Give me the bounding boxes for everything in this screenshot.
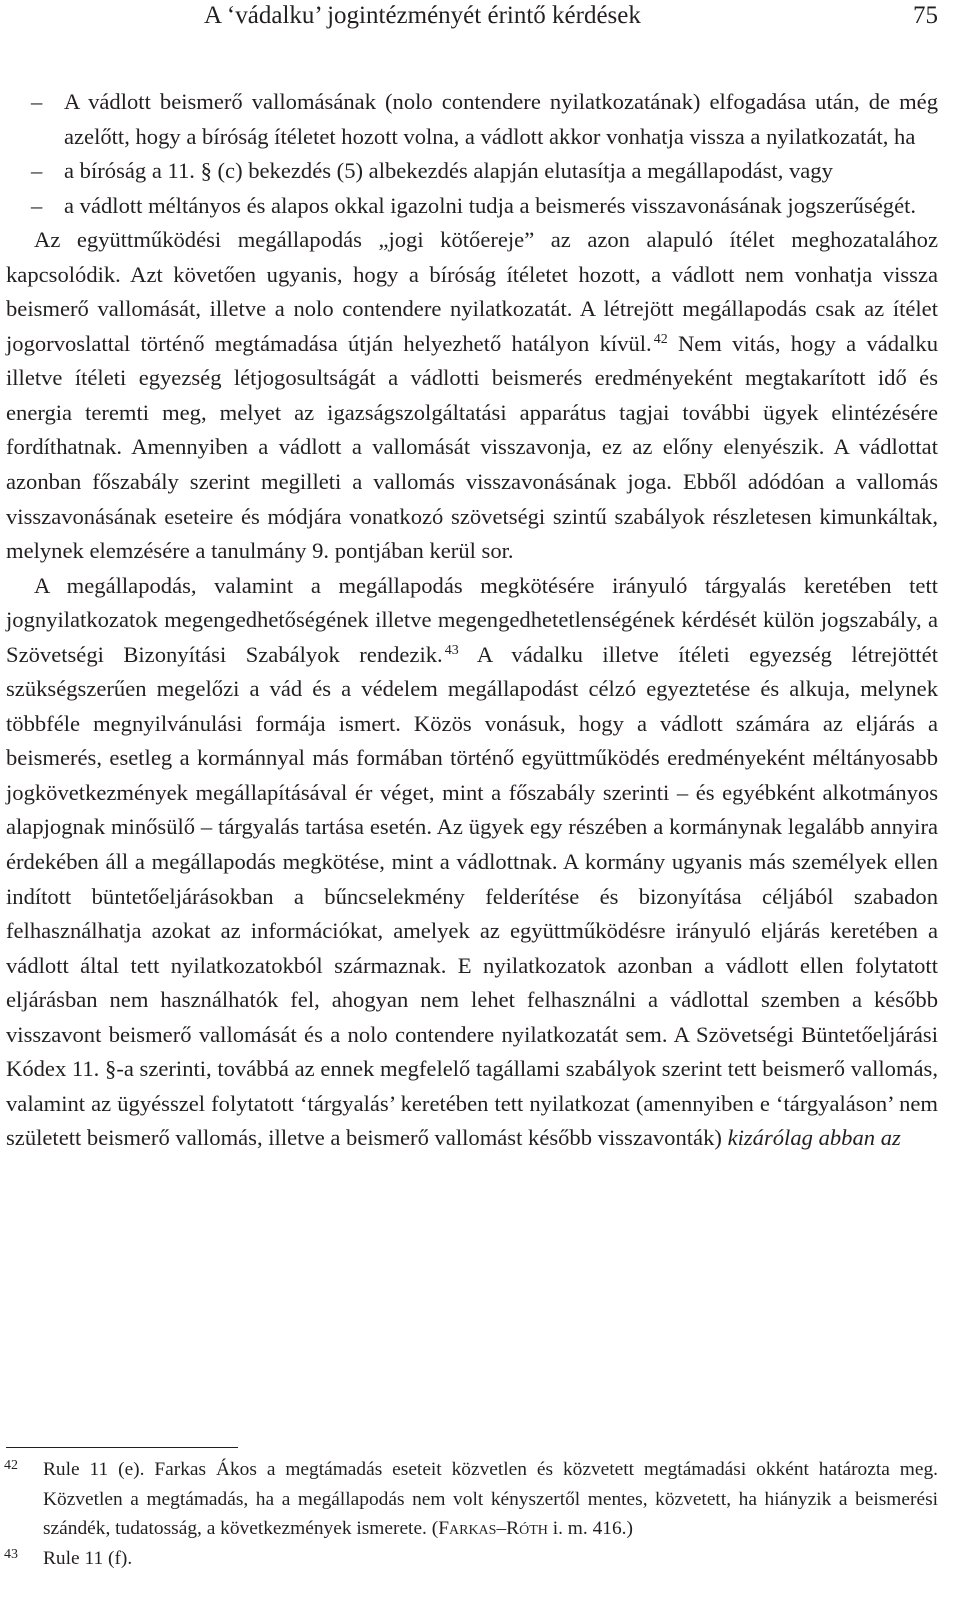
- footnote-divider: [6, 1447, 238, 1448]
- body-text: [6, 85, 938, 1156]
- paragraph: [6, 223, 938, 568]
- footnotes: [6, 1455, 938, 1573]
- list-item-text: a vádlott méltányos és alapos okkal igazolni tudja a beismerés visszavonásának jogszerűségét.: [64, 192, 917, 218]
- running-title: A ‘vádalku’ jogintézményét érintő kérdések: [204, 2, 641, 29]
- paragraph-text: A vádalku illetve ítéleti egyezség létrejöttét szükségszerűen megelőzi a vád és a védelem megállapodást célzó egyeztetése és alkuja, melynek többféle megnyilvánulási formája ismert. Közös vonásuk, hogy a vádlott számára az eljárás a beismerés, esetleg a kormánnyal más formában történő együttműködés eredményeként méltányosabb jogkövetkezmények megállapításával ér véget, mint a főszabály szerinti – és egyébként alkotmányos alapjognak minősülő – tárgyalás tartása esetén. Az ügyek egy részében a kormánynak legalább annyira érdekében áll a megállapodás megkötése, mint a vádlottnak. A kormány ugyanis más személyek ellen indított büntetőeljárásokban a bűncselekmény felderítése és bizonyítása céljából szabadon felhasználhatja azokat az információkat, amelyek az együttműködésre irányuló eljárás keretében a vádlott által tett nyilatkozatokból származnak. E nyilatkozatok azonban a vádlott ellen folytatott eljárásban nem használhatók fel, ahogyan nem lehet felhasználni a vádlottal szemben a később visszavont beismerő vallomását és a nolo contendere nyilatkozatát sem. A Szövetségi Büntetőeljárási Kódex 11. §-a szerinti, továbbá az ennek megfelelő tagállami szabályok szerint tett beismerő vallomás, valamint az ügyésszel folytatott ‘tárgyalás’ keretében tett nyilatkozat (amennyiben e ‘tárgyaláson’ nem született beismerő vallomás, illetve a beismerő vallomást később visszavonták): [6, 641, 938, 1151]
- footnote: [6, 1544, 938, 1574]
- paragraph-text: Nem vitás, hogy a vádalku illetve ítéleti egyezség létjogosultságát a vádlotti beismerés eredményeként megtakarított idő és energia teremti meg, melyet az igazságszolgáltatási apparátus tagjai további ügyek elintézésére fordíthatnak. Amennyiben a vádlott a vallomását visszavonja, ez az előny elenyészik. A vádlottat azonban főszabály szerint megilleti a vallomás visszavonásának joga. Ebből adódóan a vallomás visszavonásának eseteire és módjára vonatkozó szövetségi szintű szabályok részletesen kimunkáltak, melynek elemzésére a tanulmány 9. pontjában kerül sor.: [6, 330, 938, 564]
- paragraph-text: A megállapodás, valamint a megállapodás megkötésére irányuló tárgyalás keretében tett jognyilatkozatok megengedhetőségének illetve megengedhetetlenségének kérdését külön jogszabály, a Szövetségi Bizonyítási Szabályok rendezik.: [6, 572, 938, 667]
- footnote-number: 42: [4, 1458, 18, 1473]
- footnote: [6, 1455, 938, 1544]
- list-dash: –: [31, 192, 43, 218]
- footnote-text: Rule 11 (e). Farkas Ákos a megtámadás eseteit közvetlen és közvetett megtámadási okként határozta meg. Közvetlen a megtámadás, ha a megállapodás nem volt kényszertől mentes, közvetett, ha hiányzik a beismerési szándék, tudatosság, a következmények ismerete. (: [43, 1459, 938, 1539]
- list-item: [6, 154, 938, 189]
- list-item-text: a bíróság a 11. § (c) bekezdés (5) albekezdés alapján elutasítja a megállapodást, vagy: [64, 158, 833, 184]
- running-header: [0, 0, 960, 38]
- paragraph-text-italic: kizárólag abban az: [727, 1125, 901, 1151]
- paragraph: [6, 569, 938, 1156]
- footnote-number: 43: [4, 1546, 18, 1562]
- footnote-authors: Farkas–Róth: [438, 1518, 548, 1539]
- list-item: [6, 189, 938, 224]
- paragraph-text: Az együttműködési megállapodás „jogi kötőereje” az azon alapuló ítélet meghozatalához kapcsolódik. Azt követően ugyanis, hogy a bíróság ítéletet hozott, a vádlott nem vonhatja vissza beismerő vallomását, illetve a nolo contendere nyilatkozatát. A létrejött megállapodás csak az ítélet jogorvoslattal történő megtámadása útján helyezhető hatályon kívül.: [6, 227, 938, 356]
- list-item: [6, 85, 938, 154]
- list-item-text: A vádlott beismerő vallomásának (nolo contendere nyilatkozatának) elfogadása után, de még azelőtt, hogy a bíróság ítéletet hozott volna, a vádlott akkor vonhatja vissza a nyilatkozatát, ha: [64, 89, 938, 149]
- footnote-ref: 43: [444, 642, 459, 658]
- footnote-ref: 42: [653, 331, 668, 347]
- list-dash: –: [31, 158, 43, 184]
- footnote-text: Rule 11 (f).: [43, 1547, 133, 1569]
- page-number: 75: [913, 2, 938, 29]
- list-dash: –: [31, 89, 43, 114]
- footnote-text: i. m. 416.): [547, 1518, 633, 1539]
